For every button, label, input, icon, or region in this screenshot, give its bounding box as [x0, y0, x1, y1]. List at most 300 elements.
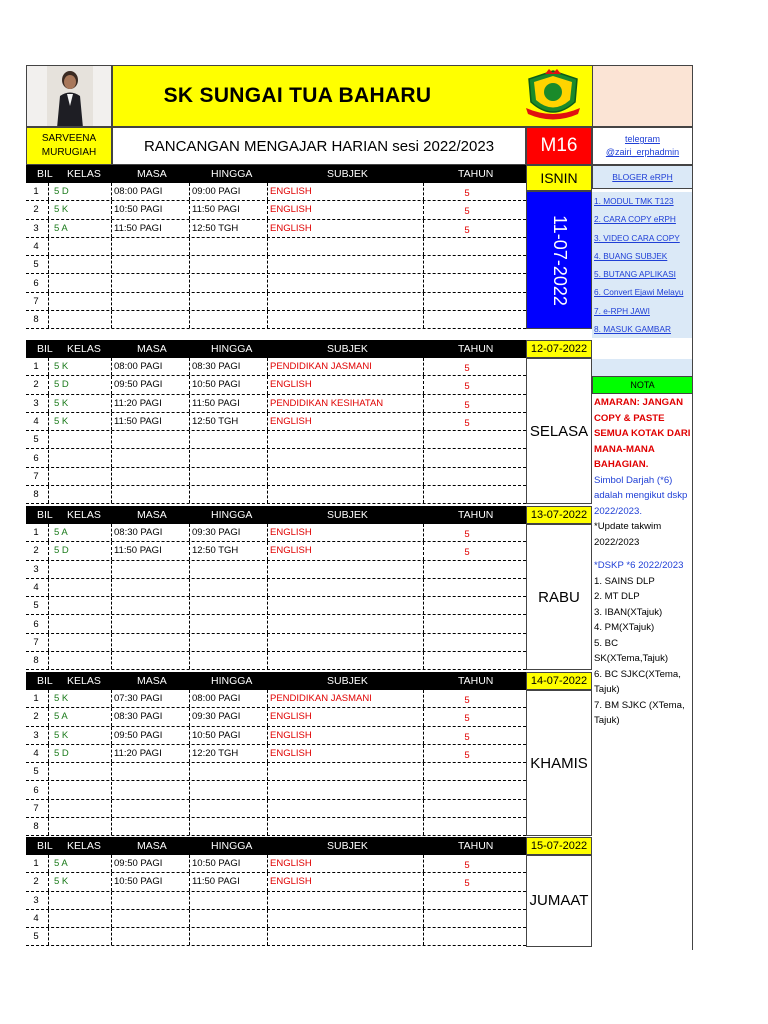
telegram-handle[interactable]: @zairi_erphadmin	[605, 147, 680, 157]
sidebar-link-7[interactable]: 7. e-RPH JAWI	[592, 302, 693, 320]
cell-masa[interactable]: 09:50 PAGI	[114, 858, 163, 869]
cell-divider	[189, 413, 190, 430]
cell-divider	[189, 873, 190, 890]
cell-divider	[189, 201, 190, 218]
cell-divider	[111, 275, 112, 292]
day-date-isnin	[526, 191, 592, 329]
day-date-jumaat: 15-07-2022	[526, 837, 592, 855]
cell-masa[interactable]: 11:20 PAGI	[114, 397, 162, 409]
cell-divider	[48, 183, 49, 200]
cell-divider	[423, 616, 424, 633]
cell-divider	[423, 690, 424, 707]
cell-divider	[111, 524, 112, 541]
table-row[interactable]	[26, 524, 526, 542]
cell-divider	[111, 431, 112, 448]
cell-divider	[423, 873, 424, 890]
cell-divider	[48, 708, 49, 725]
cell-tahun[interactable]: 5	[464, 713, 470, 725]
cell-divider	[189, 275, 190, 292]
table-row[interactable]	[26, 873, 526, 891]
cell-subjek[interactable]: PENDIDIKAN JASMANI	[270, 693, 372, 704]
cell-divider	[111, 597, 112, 614]
teacher-first-name: SARVEENA	[41, 133, 97, 144]
column-header-subjek: SUBJEK	[327, 509, 368, 521]
cell-divider	[48, 928, 49, 945]
cell-divider	[267, 293, 268, 310]
table-row[interactable]	[26, 597, 526, 615]
cell-bil: 2	[33, 711, 39, 723]
cell-kelas[interactable]: 5 D	[54, 545, 69, 557]
cell-kelas[interactable]: 5 D	[54, 186, 69, 197]
cell-divider	[111, 634, 112, 651]
cell-kelas[interactable]: 5 K	[54, 415, 69, 427]
column-header-masa: MASA	[137, 840, 167, 852]
cell-divider	[267, 358, 268, 375]
cell-masa[interactable]: 09:50 PAGI	[114, 729, 163, 741]
cell-divider	[48, 395, 49, 412]
cell-kelas[interactable]: 5 D	[54, 379, 69, 391]
cell-bil: 7	[33, 295, 39, 307]
cell-divider	[111, 395, 112, 412]
cell-bil: 5	[33, 931, 39, 943]
column-header-hingga: HINGGA	[211, 509, 253, 521]
cell-divider	[189, 727, 190, 744]
column-header-masa: MASA	[137, 343, 167, 355]
cell-divider	[48, 579, 49, 596]
cell-hingga[interactable]: 08:30 PAGI	[192, 361, 241, 372]
table-header	[26, 506, 526, 524]
cell-divider	[423, 220, 424, 237]
cell-divider	[48, 542, 49, 559]
cell-divider	[189, 782, 190, 799]
column-header-tahun: TAHUN	[458, 343, 494, 355]
table-row[interactable]	[26, 358, 526, 376]
nota-header: NOTA	[592, 376, 693, 394]
cell-masa[interactable]: 11:50 PAGI	[114, 545, 162, 557]
cell-kelas[interactable]: 5 A	[54, 711, 68, 723]
teacher-photo	[26, 65, 112, 127]
cell-subjek[interactable]: ENGLISH	[270, 729, 312, 741]
sidebar-link-3[interactable]: 3. VIDEO CARA COPY	[592, 229, 693, 247]
cell-divider	[267, 855, 268, 872]
sidebar-link-5[interactable]: 5. BUTANG APLIKASI	[592, 265, 693, 283]
cell-bil: 4	[33, 581, 39, 593]
cell-masa[interactable]: 10:50 PAGI	[114, 204, 163, 216]
cell-divider	[48, 745, 49, 762]
table-row[interactable]	[26, 579, 526, 597]
cell-bil: 2	[33, 545, 39, 557]
cell-tahun[interactable]: 5	[464, 381, 470, 393]
cell-divider	[267, 818, 268, 835]
cell-masa[interactable]: 08:00 PAGI	[114, 361, 163, 372]
dskp-title: *DSKP *6 2022/2023	[594, 560, 684, 571]
cell-divider	[267, 468, 268, 485]
cell-tahun[interactable]: 5	[464, 878, 470, 890]
column-header-tahun: TAHUN	[458, 840, 494, 852]
cell-bil: 4	[33, 912, 39, 924]
cell-divider	[189, 450, 190, 467]
cell-divider	[48, 450, 49, 467]
cell-divider	[267, 910, 268, 927]
cell-tahun[interactable]: 5	[464, 860, 470, 871]
cell-divider	[48, 873, 49, 890]
cell-subjek[interactable]: PENDIDIKAN KESIHATAN	[270, 397, 384, 409]
cell-divider	[267, 873, 268, 890]
cell-divider	[267, 376, 268, 393]
table-row[interactable]	[26, 910, 526, 928]
cell-divider	[48, 413, 49, 430]
cell-tahun[interactable]: 5	[464, 749, 470, 761]
cell-divider	[189, 524, 190, 541]
cell-hingga[interactable]: 10:50 PAGI	[192, 858, 241, 869]
cell-bil: 5	[33, 766, 39, 778]
cell-bil: 8	[33, 655, 39, 667]
cell-divider	[423, 256, 424, 273]
cell-bil: 7	[33, 470, 39, 482]
table-row[interactable]	[26, 413, 526, 431]
table-row[interactable]	[26, 892, 526, 910]
cell-subjek[interactable]: ENGLISH	[270, 222, 312, 234]
cell-divider	[189, 358, 190, 375]
cell-bil: 5	[33, 434, 39, 446]
cell-divider	[423, 486, 424, 503]
simbol-note: adalah mengikut dskp	[594, 490, 688, 501]
cell-divider	[267, 256, 268, 273]
column-header-hingga: HINGGA	[211, 675, 253, 687]
cell-bil: 4	[33, 747, 39, 759]
dskp-item: 7. BM SJKC (XTema,	[594, 699, 685, 711]
cell-hingga[interactable]: 12:50 TGH	[192, 222, 239, 234]
cell-kelas[interactable]: 5 D	[54, 747, 69, 759]
table-row[interactable]	[26, 616, 526, 634]
cell-hingga[interactable]: 08:00 PAGI	[192, 693, 241, 704]
cell-divider	[48, 782, 49, 799]
cell-hingga[interactable]: 12:20 TGH	[192, 747, 239, 759]
table-row[interactable]	[26, 928, 526, 946]
table-row[interactable]	[26, 256, 526, 274]
cell-kelas[interactable]: 5 K	[54, 361, 69, 372]
cell-subjek[interactable]: ENGLISH	[270, 545, 312, 557]
school-name: SK SUNGAI TUA BAHARU	[163, 84, 432, 107]
notes-panel	[592, 395, 693, 729]
cell-divider	[423, 652, 424, 669]
cell-kelas[interactable]: 5 A	[54, 858, 68, 869]
sidebar-link-1[interactable]: 1. MODUL TMK T123	[592, 192, 693, 210]
cell-divider	[423, 376, 424, 393]
cell-hingga[interactable]: 09:30 PAGI	[192, 527, 241, 538]
table-row[interactable]	[26, 201, 526, 219]
cell-bil: 7	[33, 636, 39, 648]
column-header-kelas: KELAS	[67, 675, 101, 687]
cell-divider	[48, 561, 49, 578]
cell-divider	[189, 616, 190, 633]
cell-divider	[267, 690, 268, 707]
cell-masa[interactable]: 09:50 PAGI	[114, 379, 163, 391]
cell-divider	[423, 395, 424, 412]
table-row[interactable]	[26, 800, 526, 818]
update-note: 2022/2023	[594, 536, 640, 548]
cell-kelas[interactable]: 5 K	[54, 729, 69, 741]
cell-tahun[interactable]: 5	[464, 417, 470, 429]
column-header-bil: BIL	[37, 675, 53, 687]
update-note: *Update takwim	[594, 521, 662, 532]
cell-divider	[267, 763, 268, 780]
cell-divider	[423, 450, 424, 467]
table-row[interactable]	[26, 431, 526, 449]
cell-subjek[interactable]: ENGLISH	[270, 204, 312, 216]
teacher-last-name: MURUGIAH	[41, 147, 97, 158]
sidebar-links	[592, 192, 693, 338]
cell-divider	[267, 413, 268, 430]
cell-masa[interactable]: 11:50 PAGI	[114, 415, 162, 427]
table-row[interactable]	[26, 542, 526, 560]
table-row[interactable]	[26, 634, 526, 652]
cell-hingga[interactable]: 10:50 PAGI	[192, 729, 241, 741]
column-header-kelas: KELAS	[67, 343, 101, 355]
blogger-link[interactable]: BLOGER eRPH	[592, 165, 693, 189]
cell-subjek[interactable]: ENGLISH	[270, 876, 312, 888]
cell-divider	[48, 468, 49, 485]
cell-masa[interactable]: 08:30 PAGI	[114, 527, 163, 538]
table-row[interactable]	[26, 782, 526, 800]
sidebar-link-8[interactable]: 8. MASUK GAMBAR	[592, 320, 693, 338]
cell-kelas[interactable]: 5 K	[54, 876, 69, 888]
cell-divider	[189, 486, 190, 503]
cell-subjek[interactable]: ENGLISH	[270, 747, 312, 759]
cell-tahun[interactable]: 5	[464, 188, 470, 199]
cell-kelas[interactable]: 5 K	[54, 693, 69, 704]
column-header-subjek: SUBJEK	[327, 343, 368, 355]
table-row[interactable]	[26, 275, 526, 293]
column-header-tahun: TAHUN	[458, 509, 494, 521]
table-row[interactable]	[26, 376, 526, 394]
cell-subjek[interactable]: ENGLISH	[270, 415, 312, 427]
table-header	[26, 340, 526, 358]
cell-tahun[interactable]: 5	[464, 731, 470, 743]
table-row[interactable]	[26, 183, 526, 201]
table-row[interactable]	[26, 652, 526, 670]
cell-divider	[267, 616, 268, 633]
cell-divider	[48, 690, 49, 707]
cell-divider	[111, 727, 112, 744]
cell-divider	[48, 376, 49, 393]
cell-divider	[267, 597, 268, 614]
sidebar-link-2[interactable]: 2. CARA COPY eRPH	[592, 210, 693, 228]
cell-masa[interactable]: 08:30 PAGI	[114, 711, 163, 723]
cell-divider	[111, 763, 112, 780]
column-header-tahun: TAHUN	[458, 675, 494, 687]
cell-divider	[267, 800, 268, 817]
cell-divider	[423, 818, 424, 835]
telegram-label[interactable]: telegram	[624, 134, 660, 144]
cell-divider	[48, 311, 49, 328]
table-row[interactable]	[26, 238, 526, 256]
cell-divider	[423, 634, 424, 651]
cell-divider	[111, 376, 112, 393]
cell-divider	[111, 486, 112, 503]
cell-divider	[267, 238, 268, 255]
cell-divider	[423, 561, 424, 578]
cell-tahun[interactable]: 5	[464, 399, 470, 411]
cell-tahun[interactable]: 5	[464, 695, 470, 706]
simbol-note: 2022/2023.	[594, 505, 643, 517]
table-header	[26, 165, 526, 183]
cell-subjek[interactable]: PENDIDIKAN JASMANI	[270, 361, 372, 372]
cell-hingga[interactable]: 10:50 PAGI	[192, 379, 241, 391]
cell-divider	[423, 928, 424, 945]
cell-masa[interactable]: 11:50 PAGI	[114, 222, 162, 234]
sidebar-link-6[interactable]: 6. Convert Ejawi Melayu	[592, 283, 693, 301]
cell-bil: 3	[33, 563, 39, 575]
cell-masa[interactable]: 08:00 PAGI	[114, 186, 163, 197]
table-row[interactable]	[26, 468, 526, 486]
sidebar-link-filler	[592, 359, 693, 377]
cell-hingga[interactable]: 09:00 PAGI	[192, 186, 241, 197]
cell-divider	[189, 597, 190, 614]
cell-tahun[interactable]: 5	[464, 547, 470, 559]
cell-divider	[267, 486, 268, 503]
table-row[interactable]	[26, 450, 526, 468]
cell-divider	[48, 524, 49, 541]
cell-divider	[189, 238, 190, 255]
cell-divider	[423, 468, 424, 485]
dskp-item: Tajuk)	[594, 684, 620, 695]
cell-kelas[interactable]: 5 A	[54, 222, 68, 234]
cell-masa[interactable]: 10:50 PAGI	[114, 876, 163, 888]
cell-subjek[interactable]: ENGLISH	[270, 186, 312, 197]
cell-divider	[48, 910, 49, 927]
cell-divider	[267, 431, 268, 448]
column-header-masa: MASA	[137, 168, 167, 180]
cell-divider	[189, 652, 190, 669]
dskp-item: Tajuk)	[594, 715, 620, 726]
cell-divider	[111, 311, 112, 328]
day-date-rabu: 13-07-2022	[526, 506, 592, 524]
cell-bil: 1	[33, 693, 39, 704]
cell-divider	[48, 358, 49, 375]
cell-masa[interactable]: 07:30 PAGI	[114, 693, 163, 704]
table-row[interactable]	[26, 708, 526, 726]
notes-spacer	[594, 550, 693, 558]
table-row[interactable]	[26, 311, 526, 329]
cell-divider	[189, 690, 190, 707]
cell-divider	[48, 634, 49, 651]
cell-divider	[423, 275, 424, 292]
cell-bil: 7	[33, 802, 39, 814]
cell-divider	[423, 855, 424, 872]
table-header	[26, 837, 526, 855]
cell-divider	[423, 311, 424, 328]
table-row[interactable]	[26, 690, 526, 708]
cell-divider	[267, 201, 268, 218]
cell-divider	[111, 818, 112, 835]
cell-tahun[interactable]: 5	[464, 224, 470, 236]
table-row[interactable]	[26, 727, 526, 745]
table-row[interactable]	[26, 395, 526, 413]
cell-hingga[interactable]: 11:50 PAGI	[192, 397, 240, 409]
cell-divider	[189, 928, 190, 945]
cell-divider	[423, 597, 424, 614]
cell-divider	[423, 183, 424, 200]
column-header-bil: BIL	[37, 840, 53, 852]
warning-text: AMARAN: JANGAN	[594, 397, 684, 408]
cell-divider	[267, 311, 268, 328]
cell-divider	[111, 873, 112, 890]
column-header-masa: MASA	[137, 509, 167, 521]
cell-subjek[interactable]: ENGLISH	[270, 527, 312, 538]
cell-tahun[interactable]: 5	[464, 206, 470, 218]
day-date-selasa: 12-07-2022	[526, 340, 592, 358]
day-name-khamis: KHAMIS	[526, 690, 592, 836]
cell-divider	[189, 395, 190, 412]
table-row[interactable]	[26, 763, 526, 781]
simbol-note: Simbol Darjah (*6)	[594, 474, 673, 486]
cell-divider	[423, 293, 424, 310]
cell-divider	[189, 745, 190, 762]
telegram-link[interactable]	[592, 127, 693, 165]
cell-hingga[interactable]: 11:50 PAGI	[192, 204, 240, 216]
cell-divider	[111, 782, 112, 799]
cell-divider	[48, 220, 49, 237]
cell-subjek[interactable]: ENGLISH	[270, 858, 312, 869]
cell-kelas[interactable]: 5 K	[54, 204, 69, 216]
cell-bil: 2	[33, 204, 39, 216]
table-row[interactable]	[26, 486, 526, 504]
cell-divider	[48, 201, 49, 218]
cell-divider	[423, 892, 424, 909]
column-header-kelas: KELAS	[67, 509, 101, 521]
cell-bil: 6	[33, 784, 39, 796]
cell-hingga[interactable]: 09:30 PAGI	[192, 711, 241, 723]
cell-divider	[267, 542, 268, 559]
table-row[interactable]	[26, 855, 526, 873]
warning-text: MANA-MANA	[594, 443, 655, 455]
sidebar-link-4[interactable]: 4. BUANG SUBJEK	[592, 247, 693, 265]
table-row[interactable]	[26, 220, 526, 238]
cell-divider	[111, 542, 112, 559]
cell-subjek[interactable]: ENGLISH	[270, 379, 312, 391]
cell-kelas[interactable]: 5 A	[54, 527, 68, 538]
plan-title: RANCANGAN MENGAJAR HARIAN sesi 2022/2023	[112, 127, 526, 165]
cell-hingga[interactable]: 12:50 TGH	[192, 545, 239, 557]
cell-tahun[interactable]: 5	[464, 363, 470, 374]
cell-masa[interactable]: 11:20 PAGI	[114, 747, 162, 759]
cell-divider	[48, 763, 49, 780]
cell-kelas[interactable]: 5 K	[54, 397, 69, 409]
cell-divider	[48, 800, 49, 817]
cell-divider	[423, 763, 424, 780]
column-header-bil: BIL	[37, 343, 53, 355]
cell-divider	[267, 220, 268, 237]
cell-divider	[267, 727, 268, 744]
cell-divider	[48, 727, 49, 744]
table-row[interactable]	[26, 818, 526, 836]
day-name-isnin: ISNIN	[526, 165, 592, 191]
cell-divider	[423, 413, 424, 430]
table-row[interactable]	[26, 293, 526, 311]
cell-hingga[interactable]: 11:50 PAGI	[192, 876, 240, 888]
cell-divider	[111, 220, 112, 237]
cell-tahun[interactable]: 5	[464, 529, 470, 540]
cell-divider	[423, 745, 424, 762]
table-row[interactable]	[26, 561, 526, 579]
cell-divider	[48, 486, 49, 503]
cell-divider	[267, 450, 268, 467]
table-row[interactable]	[26, 745, 526, 763]
cell-hingga[interactable]: 12:50 TGH	[192, 415, 239, 427]
cell-divider	[48, 275, 49, 292]
cell-subjek[interactable]: ENGLISH	[270, 711, 312, 723]
